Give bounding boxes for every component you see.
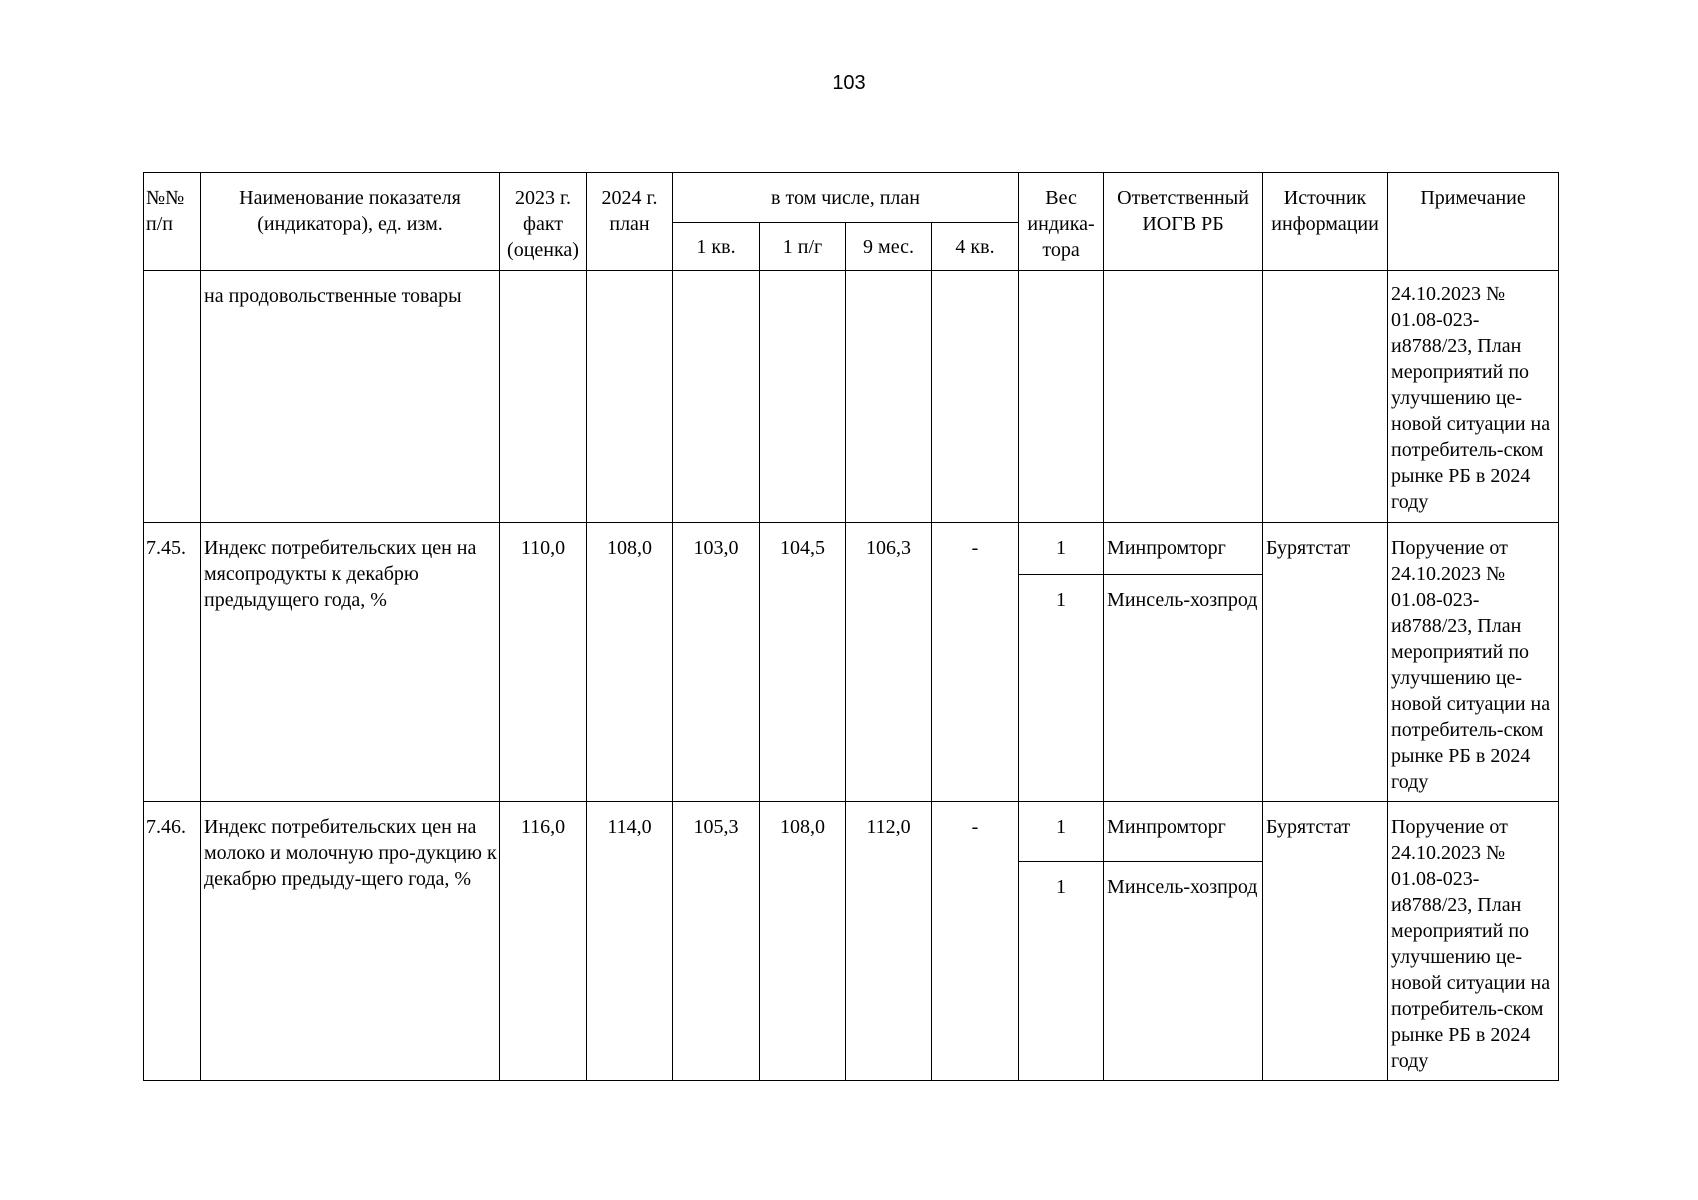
row-source: Бурятстат [1263, 802, 1388, 1081]
weight-1: 1 [1019, 802, 1103, 862]
row-h1: 104,5 [760, 523, 846, 802]
row-weight [1019, 523, 1104, 802]
weight-1: 1 [1019, 523, 1103, 575]
weight-2: 1 [1056, 589, 1067, 611]
row-name: на продовольственные товары [201, 271, 500, 523]
row-q1: 105,3 [673, 802, 760, 1081]
row-note: Поручение от 24.10.2023 № 01.08-023-и8788/23, План мероприятий по улучшению це-новой ситуации на потребитель-ском рынке РБ в 2024 году [1388, 802, 1559, 1081]
row-2023: 110,0 [500, 523, 587, 802]
table-row [144, 271, 1559, 523]
row-2024 [587, 271, 673, 523]
row-note: 24.10.2023 № 01.08-023-и8788/23, План мероприятий по улучшению це-новой ситуации на потребитель-ском рынке РБ в 2024 году [1388, 271, 1559, 523]
header-name: Наименование показателя (индикатора), ед. изм. [201, 173, 500, 271]
header-note: Примечание [1388, 173, 1559, 271]
header-2024: 2024 г. план [587, 173, 673, 271]
header-responsible: Ответственный ИОГВ РБ [1104, 173, 1263, 271]
weight-2: 1 [1056, 876, 1067, 898]
header-h1: 1 п/г [760, 223, 846, 271]
row-9m: 112,0 [846, 802, 932, 1081]
row-source [1263, 271, 1388, 523]
row-q4: - [932, 523, 1019, 802]
row-responsible [1104, 271, 1263, 523]
header-weight: Вес индика-тора [1019, 173, 1104, 271]
row-name: Индекс потребительских цен на мясопродукты к декабрю предыдущего года, % [201, 523, 500, 802]
page-number: 103 [832, 72, 866, 94]
header-incl-plan: в том числе, план [673, 173, 1019, 223]
header-q4: 4 кв. [932, 223, 1019, 271]
row-q1 [673, 271, 760, 523]
responsible-1: Минпромторг [1104, 802, 1262, 862]
indicator-table [143, 172, 1559, 1081]
row-2024: 114,0 [587, 802, 673, 1081]
row-responsible [1104, 802, 1263, 1081]
table-row [144, 523, 1559, 802]
row-num [144, 271, 201, 523]
header-q1: 1 кв. [673, 223, 760, 271]
row-name: Индекс потребительских цен на молоко и молочную про-дукцию к декабрю предыду-щего года, % [201, 802, 500, 1081]
row-weight [1019, 802, 1104, 1081]
row-source: Бурятстат [1263, 523, 1388, 802]
row-num: 7.46. [144, 802, 201, 1081]
row-2024: 108,0 [587, 523, 673, 802]
row-note: Поручение от 24.10.2023 № 01.08-023-и8788/23, План мероприятий по улучшению це-новой ситуации на потребитель-ском рынке РБ в 2024 году [1388, 523, 1559, 802]
header-2023: 2023 г. факт (оценка) [500, 173, 587, 271]
table-row [144, 802, 1559, 1081]
header-source: Источник информации [1263, 173, 1388, 271]
row-weight [1019, 271, 1104, 523]
row-responsible [1104, 523, 1263, 802]
responsible-2: Минсель-хозпрод [1107, 589, 1258, 611]
table-header-row [144, 173, 1559, 223]
row-9m: 106,3 [846, 523, 932, 802]
header-9m: 9 мес. [846, 223, 932, 271]
header-num: №№ п/п [144, 173, 201, 271]
row-q4 [932, 271, 1019, 523]
row-9m [846, 271, 932, 523]
row-q1: 103,0 [673, 523, 760, 802]
row-2023 [500, 271, 587, 523]
row-h1: 108,0 [760, 802, 846, 1081]
responsible-2: Минсель-хозпрод [1107, 876, 1258, 898]
row-q4: - [932, 802, 1019, 1081]
row-num: 7.45. [144, 523, 201, 802]
responsible-1: Минпромторг [1104, 523, 1262, 575]
row-2023: 116,0 [500, 802, 587, 1081]
row-h1 [760, 271, 846, 523]
